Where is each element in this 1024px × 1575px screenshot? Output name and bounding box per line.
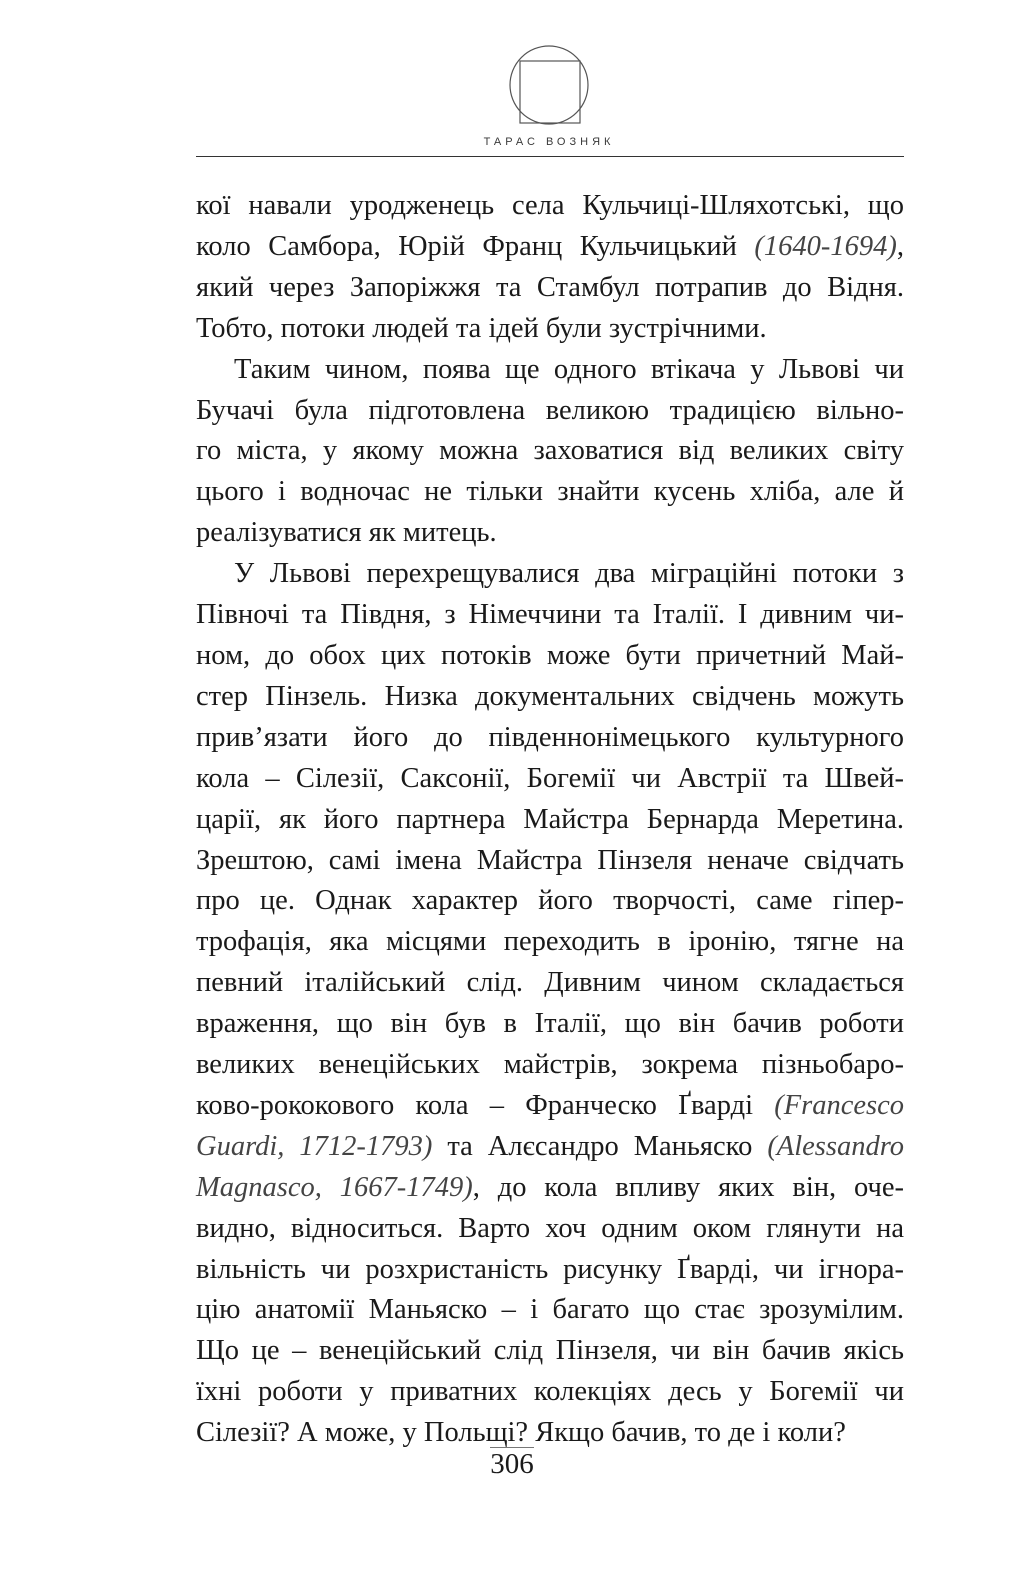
text-line: видно, відноситься. Варто хоч одним оком глянути на — [196, 1212, 904, 1244]
name-italic: (Francesco — [774, 1089, 904, 1121]
text-line: певний італійський слід. Дивним чином складається — [196, 967, 904, 999]
text-line: кої навали уродженець села Кульчиці-Шляхотські, що — [196, 190, 904, 221]
dates-italic: (1640-1694) — [754, 230, 897, 262]
text-line: цію анатомії Маньяско – і багато що стає зрозумілим. — [196, 1294, 904, 1326]
header-rule — [196, 156, 904, 157]
text-line: враження, що він був в Італії, що він бачив роботи — [196, 1008, 904, 1040]
text-line: реалізуватися як митець. — [196, 517, 497, 549]
text-line: Тобто, потоки людей та ідей були зустрічними. — [196, 312, 767, 344]
circle-square-logo-icon — [508, 44, 590, 126]
text-line: вільність чи розхристаність рисунку Ґварді, чи ігнора- — [196, 1253, 904, 1285]
name-italic: (Alessandro — [767, 1130, 904, 1162]
text-line: прив’язати його до південнонімецького культурного — [196, 721, 904, 753]
text-line: трофація, яка місцями переходить в іронію, тягне на — [196, 926, 904, 958]
text-line: цього і водночас не тільки знайти кусень хліба, але й — [196, 476, 904, 508]
text-line: Що це – венеційський слід Пінзеля, чи він бачив якісь — [196, 1335, 904, 1367]
text-line: У Львові перехрещувалися два міграційні потоки з — [234, 558, 904, 590]
text-line: Бучачі була підготовлена великою традицією вільно- — [196, 394, 904, 426]
text-line: го міста, у якому можна заховатися від великих світу — [196, 435, 904, 467]
text-line: їхні роботи у приватних колекціях десь у Богемії чи — [196, 1376, 904, 1408]
text-line: Зрештою, самі імена Майстра Пінзеля неначе свідчать — [196, 844, 904, 876]
text-line: ково-рококового кола – Франческо Ґварді (Francesco — [196, 1089, 904, 1121]
page-number: 306 — [490, 1448, 534, 1480]
text-line: коло Самбора, Юрій Франц Кульчицький (1640-1694), — [196, 230, 904, 262]
name-italic: Guardi, 1712-1793) — [196, 1130, 433, 1162]
text-line: Сілезії? А може, у Польщі? Якщо бачив, то де і коли? — [196, 1417, 846, 1449]
body-text — [196, 186, 904, 1454]
text-line: який через Запоріжжя та Стамбул потрапив до Відня. — [196, 271, 904, 303]
running-head: ТАРАС ВОЗНЯК — [483, 136, 615, 148]
text-line: Півночі та Півдня, з Німеччини та Італії. І дивним чи- — [196, 599, 904, 631]
text-line: ном, до обох цих потоків може бути причетний Май- — [196, 639, 904, 671]
text-line: кола – Сілезії, Саксонії, Богемії чи Австрії та Швей- — [196, 762, 904, 794]
text-line: стер Пінзель. Низка документальних свідчень можуть — [196, 680, 904, 712]
name-italic: Magnasco, 1667-1749) — [196, 1171, 473, 1203]
text-line: царії, як його партнера Майстра Бернарда Меретина. — [196, 803, 904, 835]
text-line: великих венеційських майстрів, зокрема пізньобаро- — [196, 1049, 904, 1081]
text-line: про це. Однак характер його творчості, саме гіпер- — [196, 885, 904, 917]
text-line: Magnasco, 1667-1749), до кола впливу яких він, оче- — [196, 1171, 904, 1203]
text-line: Таким чином, поява ще одного втікача у Львові чи — [234, 353, 904, 385]
text-line: Guardi, 1712-1793) та Алєсандро Маньяско (Alessandro — [196, 1130, 904, 1162]
